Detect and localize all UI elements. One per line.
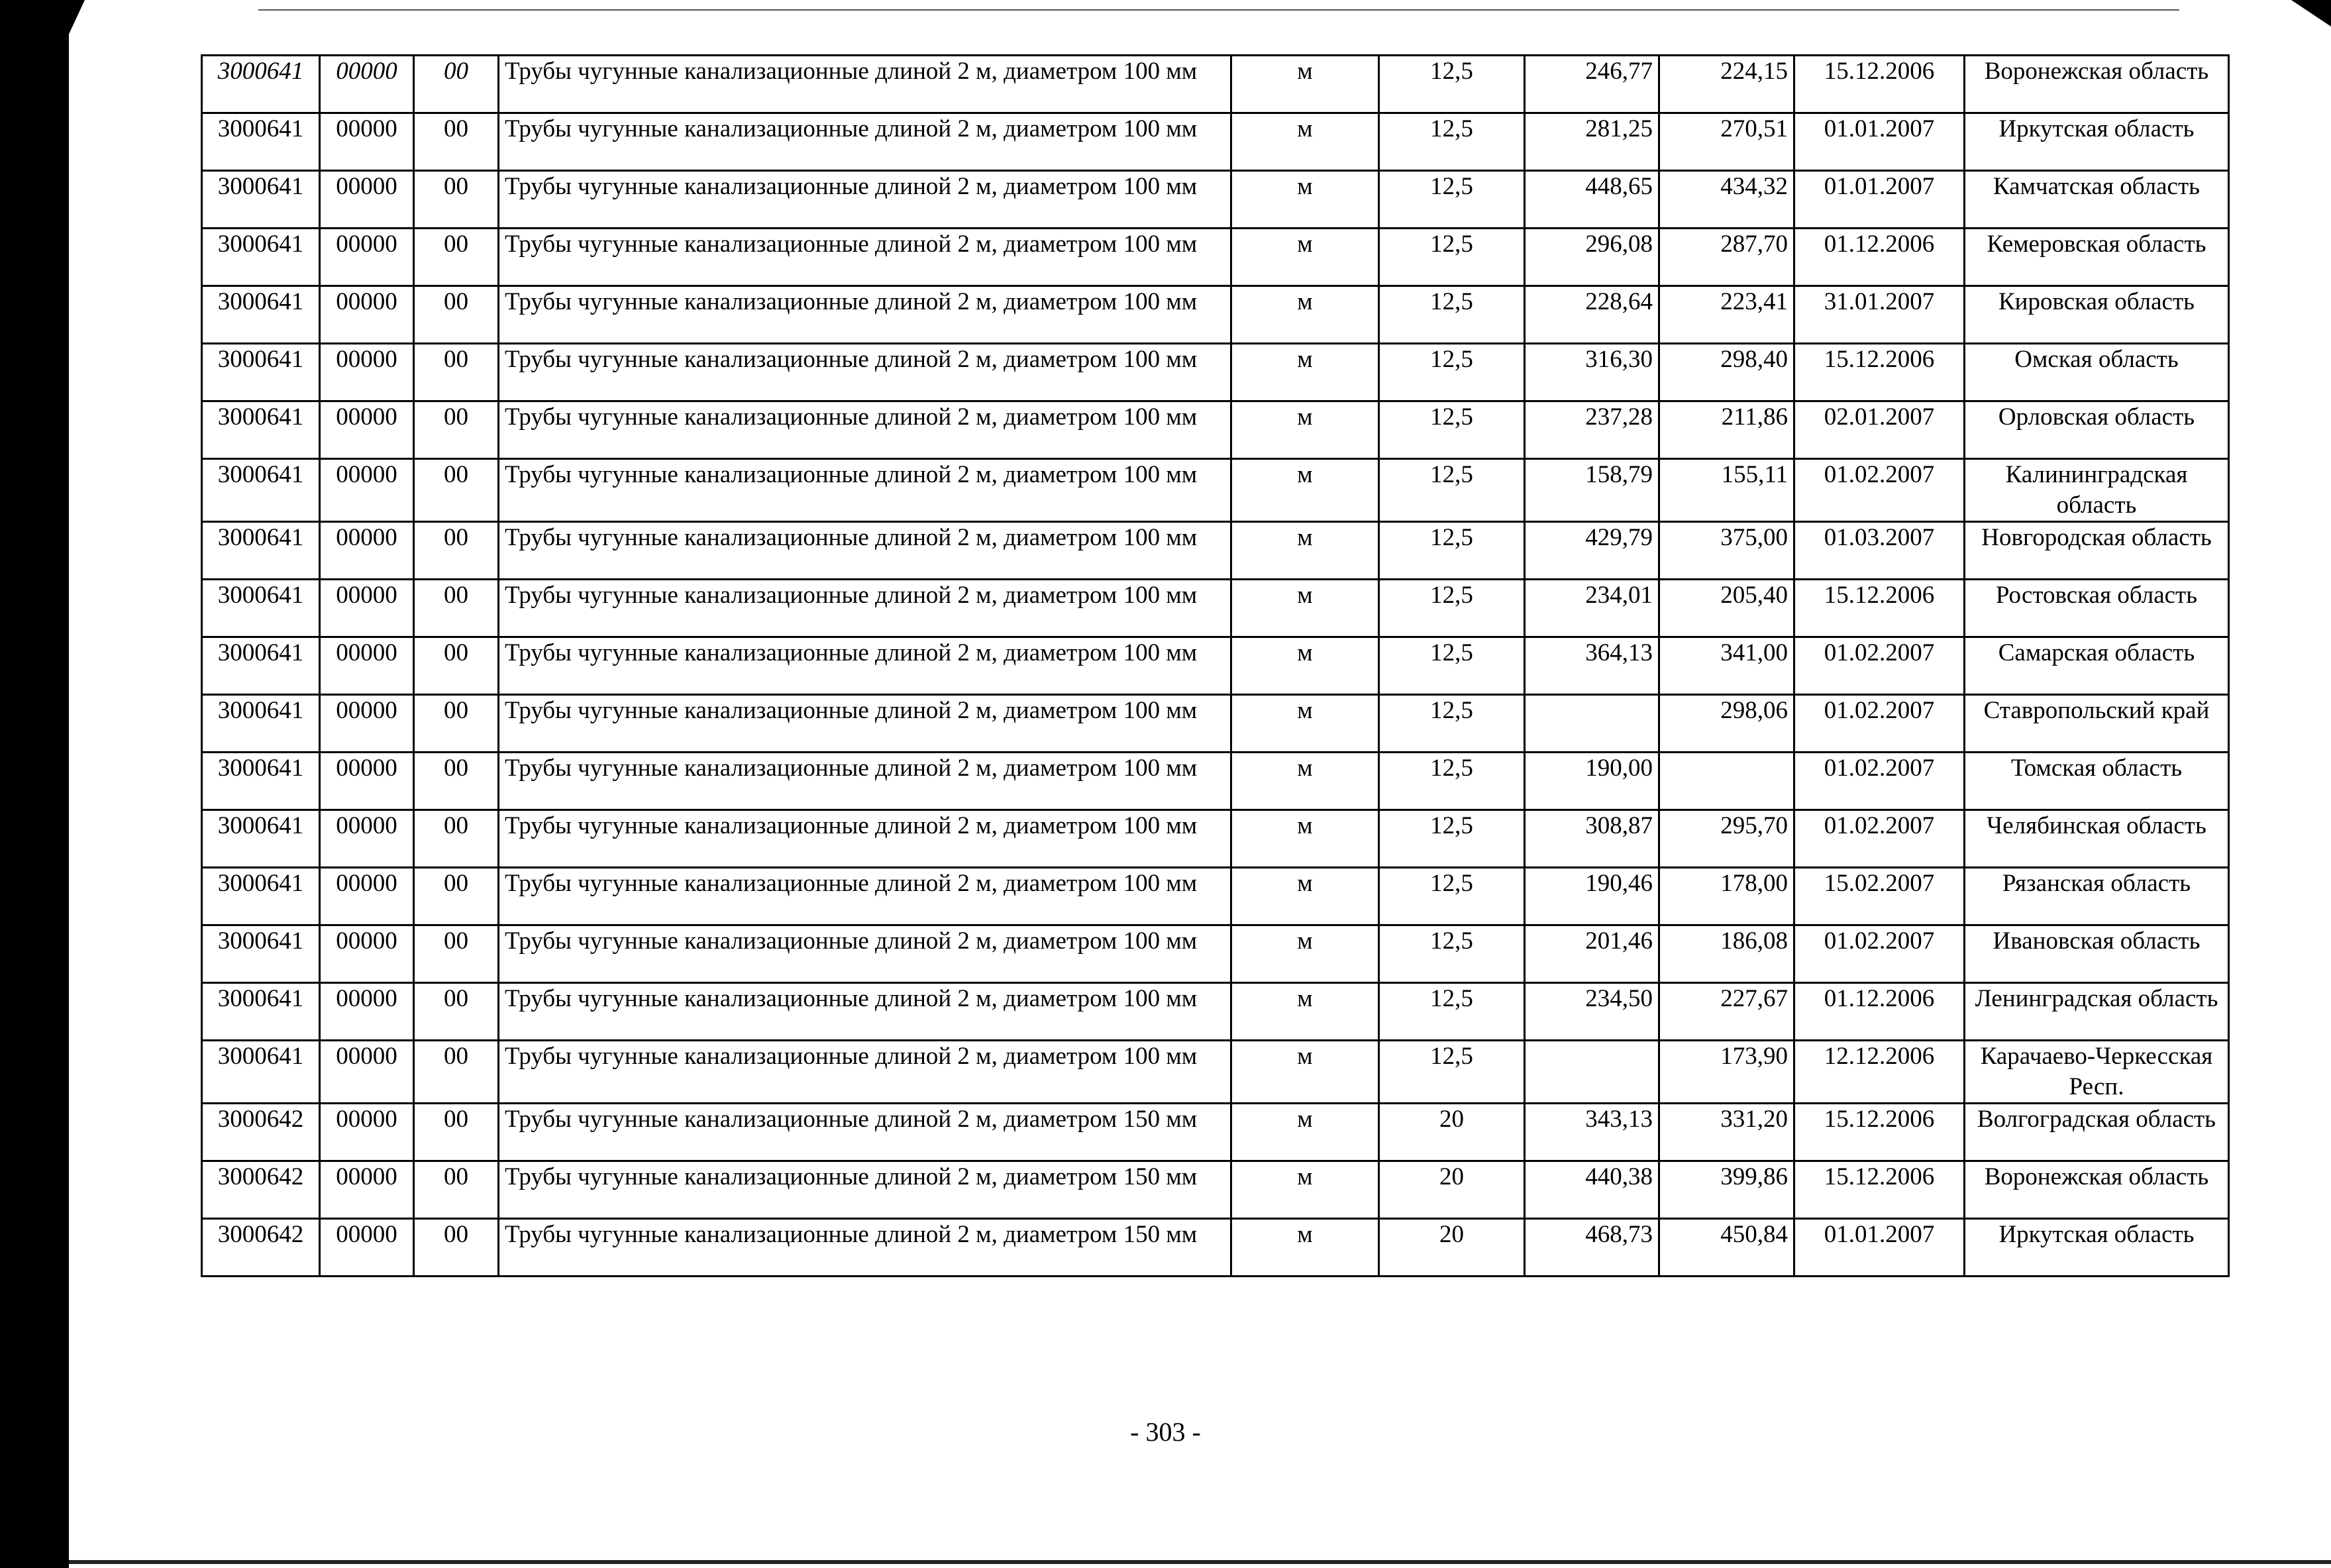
table-row: [202, 925, 2229, 983]
unit-cell: м: [1231, 753, 1379, 810]
item-code-cell: 3000641: [202, 810, 320, 868]
price-without-vat-cell: 224,15: [1659, 56, 1794, 113]
price-without-vat-cell: 270,51: [1659, 113, 1794, 171]
region-cell: Иркутская область: [1965, 113, 2229, 171]
subcode-cell: 00000: [320, 580, 414, 637]
table-row: [202, 580, 2229, 637]
date-cell: 01.01.2007: [1794, 1219, 1965, 1277]
subcode-cell: 00000: [320, 344, 414, 401]
price-with-vat-cell: 228,64: [1525, 286, 1659, 344]
price-without-vat-cell: 341,00: [1659, 637, 1794, 695]
description-cell: Трубы чугунные канализационные длиной 2 м, диаметром 100 мм: [499, 344, 1231, 401]
description-cell: Трубы чугунные канализационные длиной 2 м, диаметром 100 мм: [499, 229, 1231, 286]
region-cell: Новгородская область: [1965, 522, 2229, 580]
item-code-cell: 3000641: [202, 753, 320, 810]
unit-cell: м: [1231, 286, 1379, 344]
description-cell: Трубы чугунные канализационные длиной 2 м, диаметром 100 мм: [499, 171, 1231, 229]
unit-cell: м: [1231, 344, 1379, 401]
price-without-vat-cell: 375,00: [1659, 522, 1794, 580]
table-row: [202, 171, 2229, 229]
quantity-cell: 12,5: [1379, 580, 1525, 637]
price-with-vat-cell: 308,87: [1525, 810, 1659, 868]
table-body: [202, 56, 2229, 1277]
version-cell: 00: [414, 286, 499, 344]
region-cell: Кировская область: [1965, 286, 2229, 344]
price-without-vat-cell: 173,90: [1659, 1041, 1794, 1104]
unit-cell: м: [1231, 1104, 1379, 1161]
version-cell: 00: [414, 113, 499, 171]
date-cell: 15.12.2006: [1794, 1104, 1965, 1161]
price-with-vat-cell: 448,65: [1525, 171, 1659, 229]
price-without-vat-cell: 298,06: [1659, 695, 1794, 753]
subcode-cell: 00000: [320, 753, 414, 810]
date-cell: 15.12.2006: [1794, 344, 1965, 401]
table-row: [202, 1161, 2229, 1219]
subcode-cell: 00000: [320, 925, 414, 983]
date-cell: 01.02.2007: [1794, 459, 1965, 522]
item-code-cell: 3000641: [202, 522, 320, 580]
price-without-vat-cell: 186,08: [1659, 925, 1794, 983]
date-cell: 01.02.2007: [1794, 925, 1965, 983]
scan-binding-edge: [0, 0, 69, 1568]
date-cell: 15.12.2006: [1794, 580, 1965, 637]
description-cell: Трубы чугунные канализационные длиной 2 м, диаметром 150 мм: [499, 1219, 1231, 1277]
region-cell: Ленинградская область: [1965, 983, 2229, 1041]
unit-cell: м: [1231, 983, 1379, 1041]
region-cell: Калининградская область: [1965, 459, 2229, 522]
description-cell: Трубы чугунные канализационные длиной 2 м, диаметром 100 мм: [499, 522, 1231, 580]
price-without-vat-cell: 295,70: [1659, 810, 1794, 868]
item-code-cell: 3000641: [202, 983, 320, 1041]
scan-top-rule: [258, 9, 2179, 11]
subcode-cell: 00000: [320, 1219, 414, 1277]
price-with-vat-cell: [1525, 1041, 1659, 1104]
table-row: [202, 522, 2229, 580]
price-without-vat-cell: 155,11: [1659, 459, 1794, 522]
price-with-vat-cell: 234,50: [1525, 983, 1659, 1041]
item-code-cell: 3000641: [202, 286, 320, 344]
description-cell: Трубы чугунные канализационные длиной 2 м, диаметром 100 мм: [499, 401, 1231, 459]
subcode-cell: 00000: [320, 695, 414, 753]
table-row: [202, 113, 2229, 171]
unit-cell: м: [1231, 868, 1379, 925]
price-without-vat-cell: 434,32: [1659, 171, 1794, 229]
version-cell: 00: [414, 637, 499, 695]
description-cell: Трубы чугунные канализационные длиной 2 м, диаметром 150 мм: [499, 1161, 1231, 1219]
quantity-cell: 12,5: [1379, 229, 1525, 286]
description-cell: Трубы чугунные канализационные длиной 2 м, диаметром 100 мм: [499, 286, 1231, 344]
date-cell: 01.02.2007: [1794, 810, 1965, 868]
region-cell: Воронежская область: [1965, 1161, 2229, 1219]
quantity-cell: 12,5: [1379, 810, 1525, 868]
quantity-cell: 12,5: [1379, 401, 1525, 459]
region-cell: Волгоградская область: [1965, 1104, 2229, 1161]
table-row: [202, 401, 2229, 459]
description-cell: Трубы чугунные канализационные длиной 2 м, диаметром 100 мм: [499, 637, 1231, 695]
version-cell: 00: [414, 56, 499, 113]
page-number: - 303 -: [1130, 1417, 1201, 1447]
subcode-cell: 00000: [320, 1041, 414, 1104]
unit-cell: м: [1231, 229, 1379, 286]
subcode-cell: 00000: [320, 1104, 414, 1161]
region-cell: Рязанская область: [1965, 868, 2229, 925]
price-with-vat-cell: 190,00: [1525, 753, 1659, 810]
quantity-cell: 20: [1379, 1161, 1525, 1219]
price-with-vat-cell: 440,38: [1525, 1161, 1659, 1219]
date-cell: 15.02.2007: [1794, 868, 1965, 925]
price-with-vat-cell: 364,13: [1525, 637, 1659, 695]
version-cell: 00: [414, 344, 499, 401]
quantity-cell: 12,5: [1379, 868, 1525, 925]
region-cell: Кемеровская область: [1965, 229, 2229, 286]
quantity-cell: 12,5: [1379, 983, 1525, 1041]
region-cell: Томская область: [1965, 753, 2229, 810]
subcode-cell: 00000: [320, 56, 414, 113]
quantity-cell: 12,5: [1379, 925, 1525, 983]
table-row: [202, 1104, 2229, 1161]
description-cell: Трубы чугунные канализационные длиной 2 м, диаметром 150 мм: [499, 1104, 1231, 1161]
quantity-cell: 12,5: [1379, 171, 1525, 229]
version-cell: 00: [414, 1041, 499, 1104]
price-without-vat-cell: 399,86: [1659, 1161, 1794, 1219]
unit-cell: м: [1231, 1219, 1379, 1277]
scan-corner-artifact: [2291, 0, 2331, 26]
subcode-cell: 00000: [320, 637, 414, 695]
region-cell: Ставропольский край: [1965, 695, 2229, 753]
quantity-cell: 12,5: [1379, 113, 1525, 171]
price-with-vat-cell: 316,30: [1525, 344, 1659, 401]
subcode-cell: 00000: [320, 983, 414, 1041]
item-code-cell: 3000641: [202, 637, 320, 695]
subcode-cell: 00000: [320, 229, 414, 286]
price-with-vat-cell: 234,01: [1525, 580, 1659, 637]
item-code-cell: 3000641: [202, 580, 320, 637]
item-code-cell: 3000641: [202, 695, 320, 753]
version-cell: 00: [414, 695, 499, 753]
price-without-vat-cell: [1659, 753, 1794, 810]
date-cell: 01.01.2007: [1794, 113, 1965, 171]
version-cell: 00: [414, 1161, 499, 1219]
quantity-cell: 12,5: [1379, 522, 1525, 580]
region-cell: Карачаево-Черкесская Респ.: [1965, 1041, 2229, 1104]
unit-cell: м: [1231, 56, 1379, 113]
unit-cell: м: [1231, 171, 1379, 229]
price-without-vat-cell: 331,20: [1659, 1104, 1794, 1161]
version-cell: 00: [414, 925, 499, 983]
description-cell: Трубы чугунные канализационные длиной 2 м, диаметром 100 мм: [499, 56, 1231, 113]
item-code-cell: 3000641: [202, 344, 320, 401]
description-cell: Трубы чугунные канализационные длиной 2 м, диаметром 100 мм: [499, 810, 1231, 868]
subcode-cell: 00000: [320, 171, 414, 229]
quantity-cell: 12,5: [1379, 459, 1525, 522]
price-with-vat-cell: 429,79: [1525, 522, 1659, 580]
unit-cell: м: [1231, 113, 1379, 171]
version-cell: 00: [414, 810, 499, 868]
item-code-cell: 3000641: [202, 925, 320, 983]
subcode-cell: 00000: [320, 1161, 414, 1219]
quantity-cell: 12,5: [1379, 286, 1525, 344]
version-cell: 00: [414, 983, 499, 1041]
date-cell: 01.02.2007: [1794, 753, 1965, 810]
subcode-cell: 00000: [320, 522, 414, 580]
region-cell: Иркутская область: [1965, 1219, 2229, 1277]
subcode-cell: 00000: [320, 113, 414, 171]
table-row: [202, 229, 2229, 286]
item-code-cell: 3000642: [202, 1161, 320, 1219]
description-cell: Трубы чугунные канализационные длиной 2 м, диаметром 100 мм: [499, 1041, 1231, 1104]
item-code-cell: 3000641: [202, 868, 320, 925]
table-row: [202, 637, 2229, 695]
version-cell: 00: [414, 1104, 499, 1161]
date-cell: 01.03.2007: [1794, 522, 1965, 580]
quantity-cell: 20: [1379, 1219, 1525, 1277]
subcode-cell: 00000: [320, 810, 414, 868]
description-cell: Трубы чугунные канализационные длиной 2 м, диаметром 100 мм: [499, 580, 1231, 637]
price-with-vat-cell: 246,77: [1525, 56, 1659, 113]
version-cell: 00: [414, 522, 499, 580]
item-code-cell: 3000641: [202, 56, 320, 113]
table-row: [202, 1219, 2229, 1277]
region-cell: Самарская область: [1965, 637, 2229, 695]
quantity-cell: 20: [1379, 1104, 1525, 1161]
price-without-vat-cell: 223,41: [1659, 286, 1794, 344]
quantity-cell: 12,5: [1379, 56, 1525, 113]
unit-cell: м: [1231, 695, 1379, 753]
region-cell: Воронежская область: [1965, 56, 2229, 113]
date-cell: 01.02.2007: [1794, 637, 1965, 695]
version-cell: 00: [414, 229, 499, 286]
item-code-cell: 3000641: [202, 171, 320, 229]
unit-cell: м: [1231, 810, 1379, 868]
unit-cell: м: [1231, 580, 1379, 637]
region-cell: Ивановская область: [1965, 925, 2229, 983]
table-row: [202, 1041, 2229, 1104]
region-cell: Челябинская область: [1965, 810, 2229, 868]
item-code-cell: 3000641: [202, 459, 320, 522]
price-with-vat-cell: 296,08: [1525, 229, 1659, 286]
subcode-cell: 00000: [320, 286, 414, 344]
description-cell: Трубы чугунные канализационные длиной 2 м, диаметром 100 мм: [499, 983, 1231, 1041]
unit-cell: м: [1231, 401, 1379, 459]
subcode-cell: 00000: [320, 459, 414, 522]
price-without-vat-cell: 178,00: [1659, 868, 1794, 925]
date-cell: 01.01.2007: [1794, 171, 1965, 229]
unit-cell: м: [1231, 1041, 1379, 1104]
price-without-vat-cell: 298,40: [1659, 344, 1794, 401]
quantity-cell: 12,5: [1379, 695, 1525, 753]
price-with-vat-cell: 343,13: [1525, 1104, 1659, 1161]
version-cell: 00: [414, 753, 499, 810]
table-row: [202, 753, 2229, 810]
table-row: [202, 695, 2229, 753]
price-without-vat-cell: 227,67: [1659, 983, 1794, 1041]
version-cell: 00: [414, 580, 499, 637]
item-code-cell: 3000641: [202, 1041, 320, 1104]
price-with-vat-cell: 190,46: [1525, 868, 1659, 925]
price-with-vat-cell: 468,73: [1525, 1219, 1659, 1277]
version-cell: 00: [414, 1219, 499, 1277]
quantity-cell: 12,5: [1379, 1041, 1525, 1104]
version-cell: 00: [414, 459, 499, 522]
item-code-cell: 3000641: [202, 113, 320, 171]
price-without-vat-cell: 205,40: [1659, 580, 1794, 637]
scan-bottom-edge: [69, 1560, 2331, 1564]
table-row: [202, 286, 2229, 344]
price-without-vat-cell: 450,84: [1659, 1219, 1794, 1277]
quantity-cell: 12,5: [1379, 637, 1525, 695]
subcode-cell: 00000: [320, 868, 414, 925]
price-table: [201, 54, 2230, 1277]
table-row: [202, 868, 2229, 925]
description-cell: Трубы чугунные канализационные длиной 2 м, диаметром 100 мм: [499, 753, 1231, 810]
table-row: [202, 983, 2229, 1041]
unit-cell: м: [1231, 522, 1379, 580]
region-cell: Омская область: [1965, 344, 2229, 401]
date-cell: 31.01.2007: [1794, 286, 1965, 344]
table-row: [202, 56, 2229, 113]
date-cell: 02.01.2007: [1794, 401, 1965, 459]
price-without-vat-cell: 287,70: [1659, 229, 1794, 286]
description-cell: Трубы чугунные канализационные длиной 2 м, диаметром 100 мм: [499, 459, 1231, 522]
scan-binding-edge-taper: [66, 0, 85, 40]
item-code-cell: 3000641: [202, 229, 320, 286]
table-row: [202, 344, 2229, 401]
price-without-vat-cell: 211,86: [1659, 401, 1794, 459]
subcode-cell: 00000: [320, 401, 414, 459]
unit-cell: м: [1231, 637, 1379, 695]
date-cell: 15.12.2006: [1794, 56, 1965, 113]
item-code-cell: 3000642: [202, 1219, 320, 1277]
price-with-vat-cell: [1525, 695, 1659, 753]
unit-cell: м: [1231, 925, 1379, 983]
price-with-vat-cell: 158,79: [1525, 459, 1659, 522]
date-cell: 01.12.2006: [1794, 229, 1965, 286]
price-with-vat-cell: 201,46: [1525, 925, 1659, 983]
description-cell: Трубы чугунные канализационные длиной 2 м, диаметром 100 мм: [499, 868, 1231, 925]
region-cell: Орловская область: [1965, 401, 2229, 459]
region-cell: Камчатская область: [1965, 171, 2229, 229]
version-cell: 00: [414, 868, 499, 925]
description-cell: Трубы чугунные канализационные длиной 2 м, диаметром 100 мм: [499, 695, 1231, 753]
unit-cell: м: [1231, 1161, 1379, 1219]
date-cell: 01.12.2006: [1794, 983, 1965, 1041]
description-cell: Трубы чугунные канализационные длиной 2 м, диаметром 100 мм: [499, 925, 1231, 983]
date-cell: 15.12.2006: [1794, 1161, 1965, 1219]
date-cell: 12.12.2006: [1794, 1041, 1965, 1104]
date-cell: 01.02.2007: [1794, 695, 1965, 753]
unit-cell: м: [1231, 459, 1379, 522]
description-cell: Трубы чугунные канализационные длиной 2 м, диаметром 100 мм: [499, 113, 1231, 171]
table-row: [202, 459, 2229, 522]
version-cell: 00: [414, 171, 499, 229]
quantity-cell: 12,5: [1379, 753, 1525, 810]
table-row: [202, 810, 2229, 868]
region-cell: Ростовская область: [1965, 580, 2229, 637]
price-with-vat-cell: 237,28: [1525, 401, 1659, 459]
price-with-vat-cell: 281,25: [1525, 113, 1659, 171]
quantity-cell: 12,5: [1379, 344, 1525, 401]
item-code-cell: 3000641: [202, 401, 320, 459]
item-code-cell: 3000642: [202, 1104, 320, 1161]
version-cell: 00: [414, 401, 499, 459]
